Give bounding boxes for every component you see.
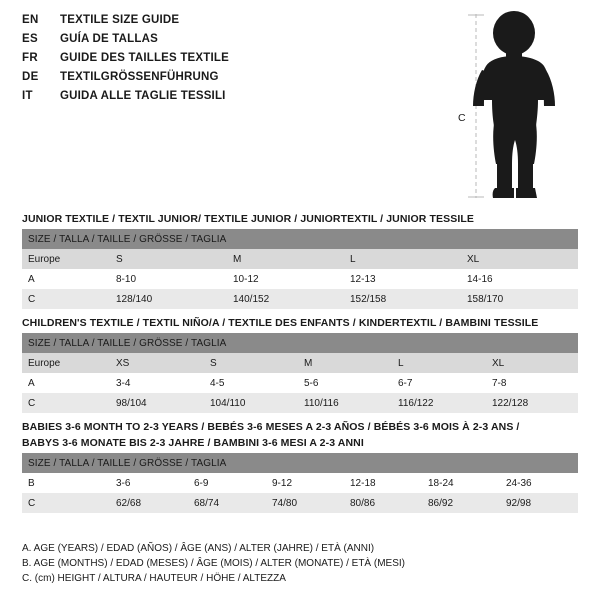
- language-code: DE: [22, 71, 39, 83]
- cell: 5-6: [298, 373, 392, 393]
- cell: 6-9: [188, 473, 266, 493]
- cell: 140/152: [227, 289, 344, 309]
- language-row-en: [22, 14, 442, 33]
- cell: 10-12: [227, 269, 344, 289]
- language-row-de: [22, 71, 442, 90]
- cell: 98/104: [110, 393, 204, 413]
- legend-line-a: A. AGE (YEARS) / EDAD (AÑOS) / ÂGE (ANS) / ALTER (JAHRE) / ETÀ (ANNI): [22, 543, 375, 554]
- language-title-block: [22, 14, 442, 109]
- row-label: A: [22, 373, 110, 393]
- table-row: [22, 473, 578, 493]
- toddler-silhouette-icon: [440, 8, 590, 203]
- table-row: [22, 269, 578, 289]
- row-label: A: [22, 269, 110, 289]
- cell: 110/116: [298, 393, 392, 413]
- cell: 116/122: [392, 393, 486, 413]
- language-row-it: [22, 90, 442, 109]
- language-row-fr: [22, 52, 442, 71]
- section-junior-textile: [22, 213, 578, 309]
- table-row: [22, 493, 578, 513]
- cell: 8-10: [110, 269, 227, 289]
- cell: 62/68: [110, 493, 188, 513]
- row-label: C: [22, 393, 110, 413]
- cell: 92/98: [500, 493, 578, 513]
- cell: 86/92: [422, 493, 500, 513]
- cell: M: [227, 249, 344, 269]
- table-row: [22, 249, 578, 269]
- cell: M: [298, 353, 392, 373]
- language-code: EN: [22, 14, 39, 26]
- cell: 104/110: [204, 393, 298, 413]
- language-row-es: [22, 33, 442, 52]
- table-header-row: [22, 229, 578, 249]
- table-header-label: SIZE / TALLA / TAILLE / GRÖSSE / TAGLIA: [22, 229, 578, 249]
- legend-block: [22, 541, 582, 586]
- section-title-line-2: BABYS 3-6 MONATE BIS 2-3 JAHRE / BAMBINI 3-6 MESI A 2-3 ANNI: [22, 437, 364, 449]
- language-title: TEXTILE SIZE GUIDE: [60, 14, 180, 26]
- cell: 128/140: [110, 289, 227, 309]
- section-childrens-textile: [22, 317, 578, 413]
- section-title: JUNIOR TEXTILE / TEXTIL JUNIOR/ TEXTILE JUNIOR / JUNIORTEXTIL / JUNIOR TESSILE: [22, 213, 474, 225]
- cell: L: [344, 249, 461, 269]
- table-header-label: SIZE / TALLA / TAILLE / GRÖSSE / TAGLIA: [22, 453, 578, 473]
- table-row: [22, 393, 578, 413]
- table-row: [22, 373, 578, 393]
- babies-size-table: [22, 453, 578, 513]
- section-babies-textile: [22, 421, 578, 513]
- table-row: [22, 289, 578, 309]
- row-label: Europe: [22, 249, 110, 269]
- section-title: CHILDREN'S TEXTILE / TEXTIL NIÑO/A / TEXTILE DES ENFANTS / KINDERTEXTIL / BAMBINI TESSILE: [22, 317, 539, 329]
- section-title-line-1: BABIES 3-6 MONTH TO 2-3 YEARS / BEBÉS 3-6 MESES A 2-3 AÑOS / BÉBÉS 3-6 MOIS À 2-3 ANS /: [22, 421, 520, 433]
- cell: S: [204, 353, 298, 373]
- cell: XL: [461, 249, 578, 269]
- table-header-row: [22, 453, 578, 473]
- cell: 152/158: [344, 289, 461, 309]
- cell: 4-5: [204, 373, 298, 393]
- language-title: TEXTILGRÖSSENFÜHRUNG: [60, 71, 219, 83]
- cell: XL: [486, 353, 578, 373]
- cell: 18-24: [422, 473, 500, 493]
- cell: 9-12: [266, 473, 344, 493]
- figure-measure-label: C: [458, 112, 466, 124]
- cell: S: [110, 249, 227, 269]
- table-header-label: SIZE / TALLA / TAILLE / GRÖSSE / TAGLIA: [22, 333, 578, 353]
- legend-line-c: C. (cm) HEIGHT / ALTURA / HAUTEUR / HÖHE / ALTEZZA: [22, 573, 286, 584]
- cell: 12-13: [344, 269, 461, 289]
- language-title: GUIDA ALLE TAGLIE TESSILI: [60, 90, 226, 102]
- cell: XS: [110, 353, 204, 373]
- cell: 122/128: [486, 393, 578, 413]
- row-label: Europe: [22, 353, 110, 373]
- cell: 24-36: [500, 473, 578, 493]
- legend-line-b: B. AGE (MONTHS) / EDAD (MESES) / ÂGE (MOIS) / ALTER (MONATE) / ETÀ (MESI): [22, 558, 405, 569]
- cell: 12-18: [344, 473, 422, 493]
- language-code: FR: [22, 52, 38, 64]
- cell: 7-8: [486, 373, 578, 393]
- cell: 158/170: [461, 289, 578, 309]
- language-code: ES: [22, 33, 38, 45]
- table-header-row: [22, 333, 578, 353]
- row-label: C: [22, 493, 110, 513]
- language-code: IT: [22, 90, 33, 102]
- cell: L: [392, 353, 486, 373]
- cell: 6-7: [392, 373, 486, 393]
- cell: 68/74: [188, 493, 266, 513]
- cell: 3-6: [110, 473, 188, 493]
- cell: 80/86: [344, 493, 422, 513]
- cell: 14-16: [461, 269, 578, 289]
- table-row: [22, 353, 578, 373]
- junior-size-table: [22, 229, 578, 309]
- cell: 74/80: [266, 493, 344, 513]
- row-label: B: [22, 473, 110, 493]
- children-size-table: [22, 333, 578, 413]
- language-title: GUIDE DES TAILLES TEXTILE: [60, 52, 229, 64]
- silhouette-shape: [473, 11, 555, 198]
- cell: 3-4: [110, 373, 204, 393]
- language-title: GUÍA DE TALLAS: [60, 33, 158, 45]
- row-label: C: [22, 289, 110, 309]
- measurement-figure: [440, 8, 590, 203]
